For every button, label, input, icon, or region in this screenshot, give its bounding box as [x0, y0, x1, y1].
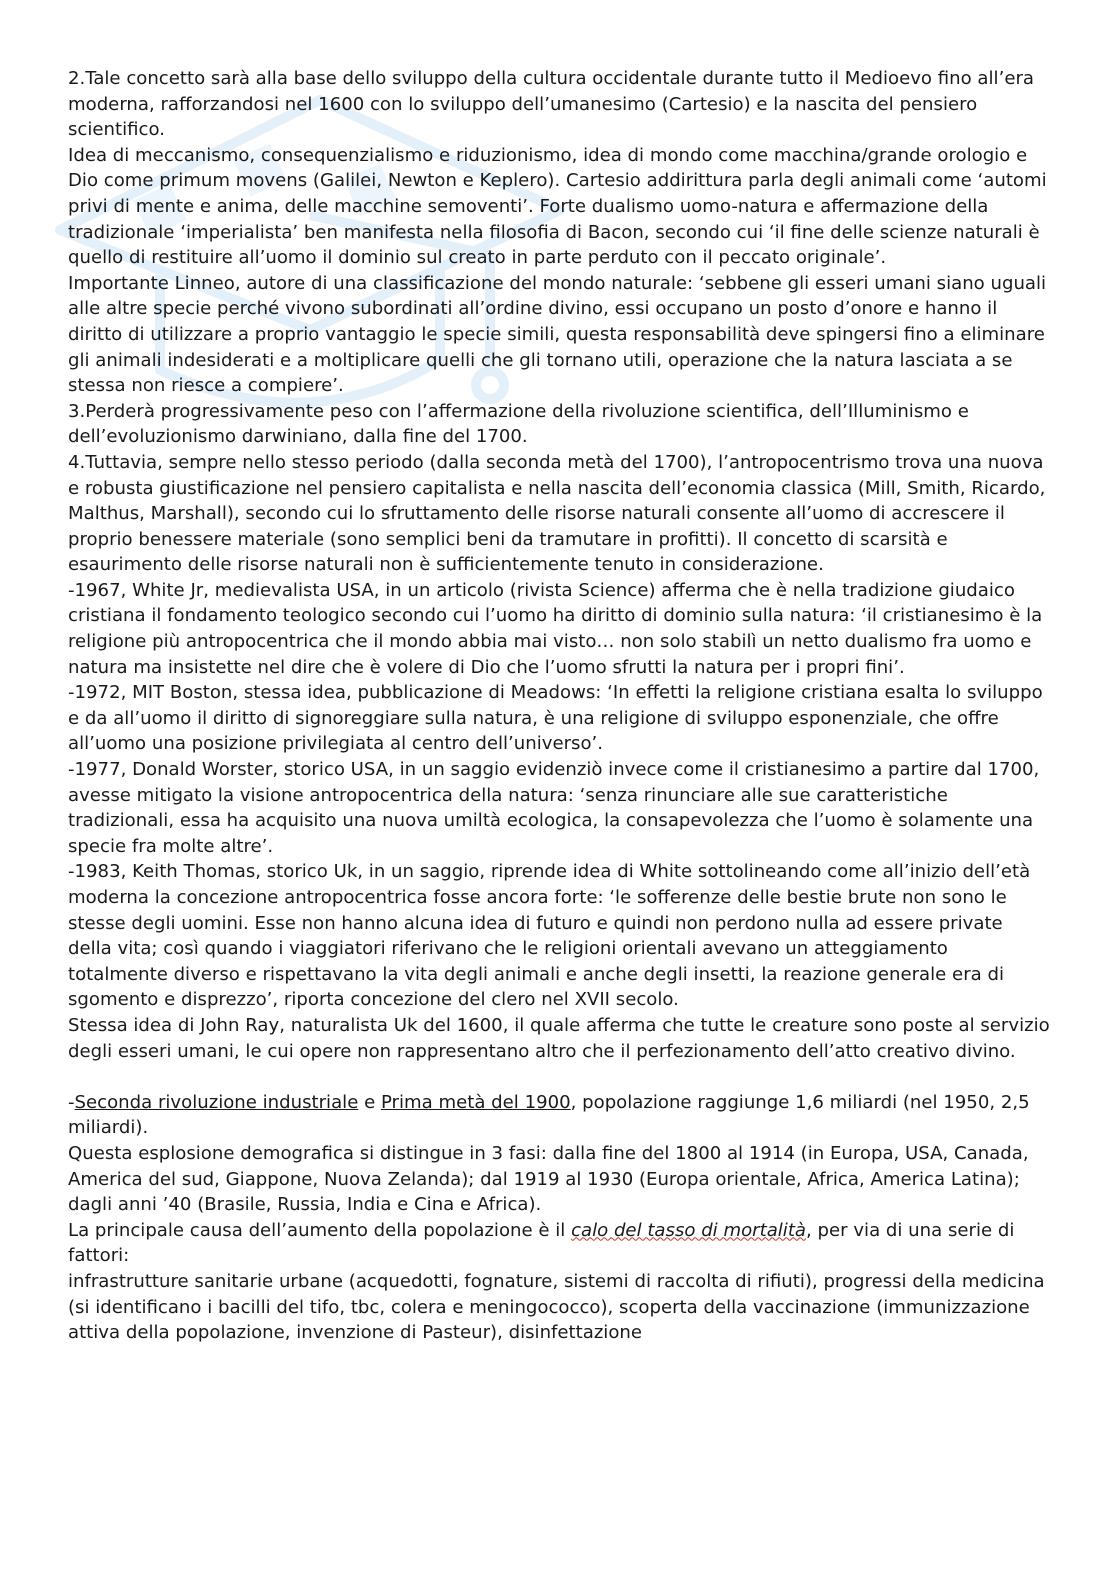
emphasized-term: calo del tasso di mortalità — [571, 1219, 807, 1241]
paragraph: -1967, White Jr, medievalista USA, in un articolo (rivista Science) afferma che è nella tradizione giudaico cristiana il fondamento teologico secondo cui l’uomo ha diritto di dominio sulla natura: ‘il cristianesimo è la religione più antropocentrica che il mondo abbia mai visto… non solo stabilì un netto dualismo fra uomo e natura ma insistette nel dire che è volere di Dio che l’uomo sfrutti la natura per i propri fini’. — [68, 579, 1043, 678]
paragraph: Importante Linneo, autore di una classificazione del mondo naturale: ‘sebbene gli esseri umani siano uguali alle altre specie perché vivono subordinati all’ordine divino, essi occupano un posto d’onore e hanno il diritto di utilizzare a proprio vantaggio le specie simili, questa responsabilità deve spingersi fino a eliminare gli animali indesiderati e a moltiplicare quelli che gli tornano utili, operazione che la natura lasciata a se stessa non riesce a compiere’. — [68, 272, 1047, 397]
paragraph: Idea di meccanismo, consequenzialismo e riduzionismo, idea di mondo come macchina/grande orologio e Dio come primum movens (Galilei, Newton e Keplero). Cartesio addirittura parla degli animali come ‘automi privi di mente e anima, delle macchine semoventi’. Forte dualismo uomo-natura e affermazione della tradizionale ‘imperialista’ ben manifesta nella filosofia di Bacon, secondo cui ‘il fine delle scienze naturali è quello di restituire all’uomo il dominio sul creato in parte perduto con il peccato originale’. — [68, 144, 1047, 269]
paragraph: 3.Perderà progressivamente peso con l’affermazione della rivoluzione scientifica, dell’Illuminismo e dell’evoluzionismo darwiniano, dalla fine del 1700. — [68, 400, 969, 448]
dash: - — [68, 1091, 75, 1113]
paragraph: Questa esplosione demografica si distingue in 3 fasi: dalla fine del 1800 al 1914 (in Europa, USA, Canada, America del sud, Giappone, Nuova Zelanda); dal 1919 al 1930 (Europa orientale, Africa, America Latina); dagli anni ’40 (Brasile, Russia, India e Cina e Africa). — [68, 1142, 1029, 1216]
paragraph: infrastrutture sanitarie urbane (acquedotti, fognature, sistemi di raccolta di rifiuti), progressi della medicina (si identificano i bacilli del tifo, tbc, colera e meningococco), scoperta della vaccinazione (immunizzazione attiva della popolazione, invenzione di Pasteur), disinfettazione — [68, 1270, 1045, 1344]
paragraph: -1983, Keith Thomas, storico Uk, in un saggio, riprende idea di White sottolineando come all’inizio dell’età moderna la concezione antropocentrica fosse ancora forte: ‘le sofferenze delle bestie brute non sono le stesse degli uomini. Esse non hanno alcuna idea di futuro e quindi non perdono nulla ad essere private della vita; così quando i viaggiatori riferivano che le religioni orientali avevano un atteggiamento totalmente diverso e rispettavano la vita degli animali e anche degli insetti, la reazione generale era di sgomento e disprezzo’, riporta concezione del clero nel XVII secolo. — [68, 861, 1031, 1011]
paragraph: 4.Tuttavia, sempre nello stesso periodo (dalla seconda metà del 1700), l’antropocentrismo trova una nuova e robusta giustificazione nel pensiero capitalista e nella nascita dell’economia classica (Mill, Smith, Ricardo, Malthus, Marshall), secondo cui lo sfruttamento delle risorse naturali consente all’uomo di accrescere il proprio benessere materiale (sono semplici beni da tramutare in profitti). Il concetto di scarsità e esaurimento delle risorse naturali non è sufficientemente tenuto in considerazione. — [68, 451, 1046, 576]
paragraph: 2.Tale concetto sarà alla base dello sviluppo della cultura occidentale durante tutto il Medioevo fino all’era moderna, rafforzandosi nel 1600 con lo sviluppo dell’umanesimo (Cartesio) e la nascita del pensiero scientifico. — [68, 68, 1034, 141]
connector: e — [358, 1091, 381, 1113]
paragraph-text: La principale causa dell’aumento della popolazione è il — [68, 1219, 572, 1241]
paragraph-text: , per via di una serie di fattori: — [68, 1219, 1015, 1267]
paragraph — [68, 1218, 1050, 1269]
paragraph: -1972, MIT Boston, stessa idea, pubblicazione di Meadows: ‘In effetti la religione cristiana esalta lo sviluppo e da all’uomo il diritto di signoreggiare sulla natura, è una religione di sviluppo esponenziale, che offre all’uomo una posizione privilegiata al centro dell’universo’. — [68, 682, 1043, 755]
section-heading-paragraph — [68, 1090, 1050, 1141]
paragraph: Stessa idea di John Ray, naturalista Uk del 1600, il quale afferma che tutte le creature sono poste al servizio degli esseri umani, le cui opere non rappresentano altro che il perfezionamento dell’atto creativo divino. — [68, 1014, 1050, 1062]
underlined-term: Prima metà del 1900 — [380, 1091, 571, 1113]
blank-line — [68, 1064, 1050, 1090]
paragraph: -1977, Donald Worster, storico USA, in un saggio evidenziò invece come il cristianesimo a partire dal 1700, avesse mitigato la visione antropocentrica della natura: ‘senza rinunciare alle sue caratteristiche tradizionali, essa ha acquisito una nuova umiltà ecologica, la consapevolezza che l’uomo è solamente una specie fra molte altre’. — [68, 759, 1040, 857]
paragraph-text: , popolazione raggiunge 1,6 miliardi (nel 1950, 2,5 miliardi). — [68, 1091, 1030, 1139]
underlined-term: Seconda rivoluzione industriale — [74, 1091, 359, 1113]
document-body — [68, 66, 1050, 1346]
